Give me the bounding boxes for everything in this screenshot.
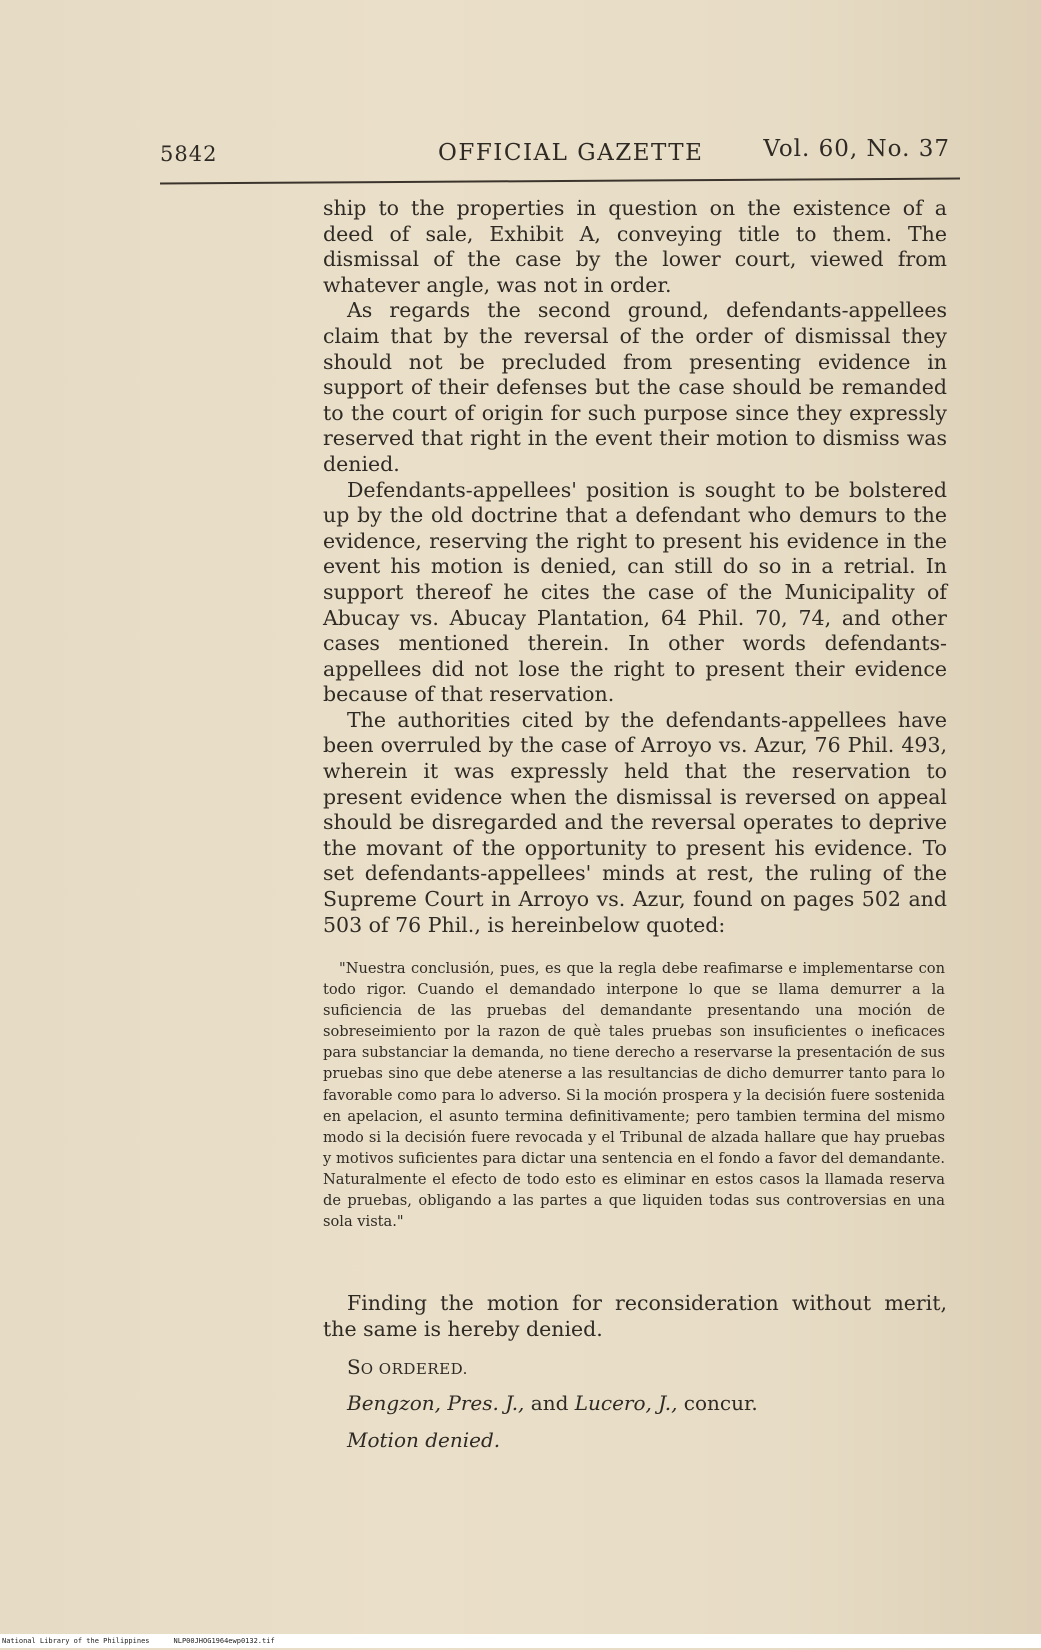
so-ordered-rest: O ORDERED. <box>360 1360 468 1378</box>
concurrence <box>347 1391 758 1415</box>
closing-paragraph <box>323 1290 947 1342</box>
paragraph-second-ground: As regards the second ground, defendants-appellees claim that by the reversal of the order of dismissal they should not be precluded from presenting evidence in support of their defenses but the case should be remanded to the court of origin for such purpose since they expressly reserved that right in the event their motion to dismiss was denied. <box>323 298 947 476</box>
so-ordered-initial: S <box>347 1355 361 1379</box>
volume-info: Vol. 60, No. 37 <box>763 136 950 162</box>
concur-and: and <box>524 1391 575 1415</box>
so-ordered <box>347 1355 468 1379</box>
concur-tail: concur. <box>677 1391 758 1415</box>
scan-footer <box>0 1634 1041 1648</box>
footer-library: National Library of the Philippines <box>2 1637 150 1645</box>
publication-title: OFFICIAL GAZETTE <box>438 140 704 166</box>
closing-text: Finding the motion for reconsideration without merit, the same is hereby denied. <box>323 1291 947 1341</box>
paragraph-old-doctrine: Defendants-appellees' position is sought to be bolstered up by the old doctrine that a defendant who demurs to the evidence, reserving the right to present his evidence in the event his motion is denied, can still do so in a retrial. In support thereof he cites the case of the Municipality of Abucay vs. Abucay Plantation, 64 Phil. 70, 74, and other cases mentioned therein. In other words defendants-appellees did not lose the right to present their evidence because of that reservation. <box>323 477 947 707</box>
justice-name-2: Lucero, J., <box>574 1391 678 1415</box>
quote-text: "Nuestra conclusión, pues, es que la regla debe reafimarse e implementarse con todo rigor. Cuando el demandado interpone lo que se llama demurrer a la suficiencia de las pruebas del demandante presentando una moción de sobreseimiento por la razon de què tales pruebas son insuficientes o ineficaces para substanciar la demanda, no tiene derecho a reservarse la presentación de sus pruebas sino que debe atenerse a las resultancias de dicho demurrer tanto para lo favorable como para lo adverso. Si la moción prospera y la decisión fuere sostenida en apelacion, el asunto termina definitivamente; pero tambien termina del mismo modo si la decisión fuere revocada y el Tribunal de alzada hallare que hay pruebas y motivos suficientes para dictar una sentencia en el fondo a favor del demandante. Naturalmente el efecto de todo esto es eliminar en estos casos la llamada reserva de pruebas, obligando a las partes a que liquiden todas sus controversias en una sola vista." <box>323 960 945 1231</box>
quoted-ruling <box>323 958 945 1232</box>
body-text <box>323 196 947 938</box>
page-number: 5842 <box>160 142 218 166</box>
justice-name-1: Bengzon, Pres. J., <box>347 1391 525 1415</box>
paragraph-authorities: The authorities cited by the defendants-appellees have been overruled by the case of Arroyo vs. Azur, 76 Phil. 493, wherein it was expressly held that the reservation to present evidence when the dismissal is reversed on appeal should be disregarded and the reversal operates to deprive the movant of the opportunity to present his evidence. To set defendants-appellees' minds at rest, the ruling of the Supreme Court in Arroyo vs. Azur, found on pages 502 and 503 of 76 Phil., is hereinbelow quoted: <box>323 707 947 937</box>
header-rule <box>160 178 960 185</box>
disposition: Motion denied. <box>347 1428 501 1452</box>
footer-filename: NLP00JHOG1964ewp0132.tif <box>173 1637 275 1645</box>
page-header <box>160 136 960 170</box>
paragraph-continued: ship to the properties in question on the existence of a deed of sale, Exhibit A, conveying title to them. The dismissal of the case by the lower court, viewed from whatever angle, was not in order. <box>323 196 947 297</box>
